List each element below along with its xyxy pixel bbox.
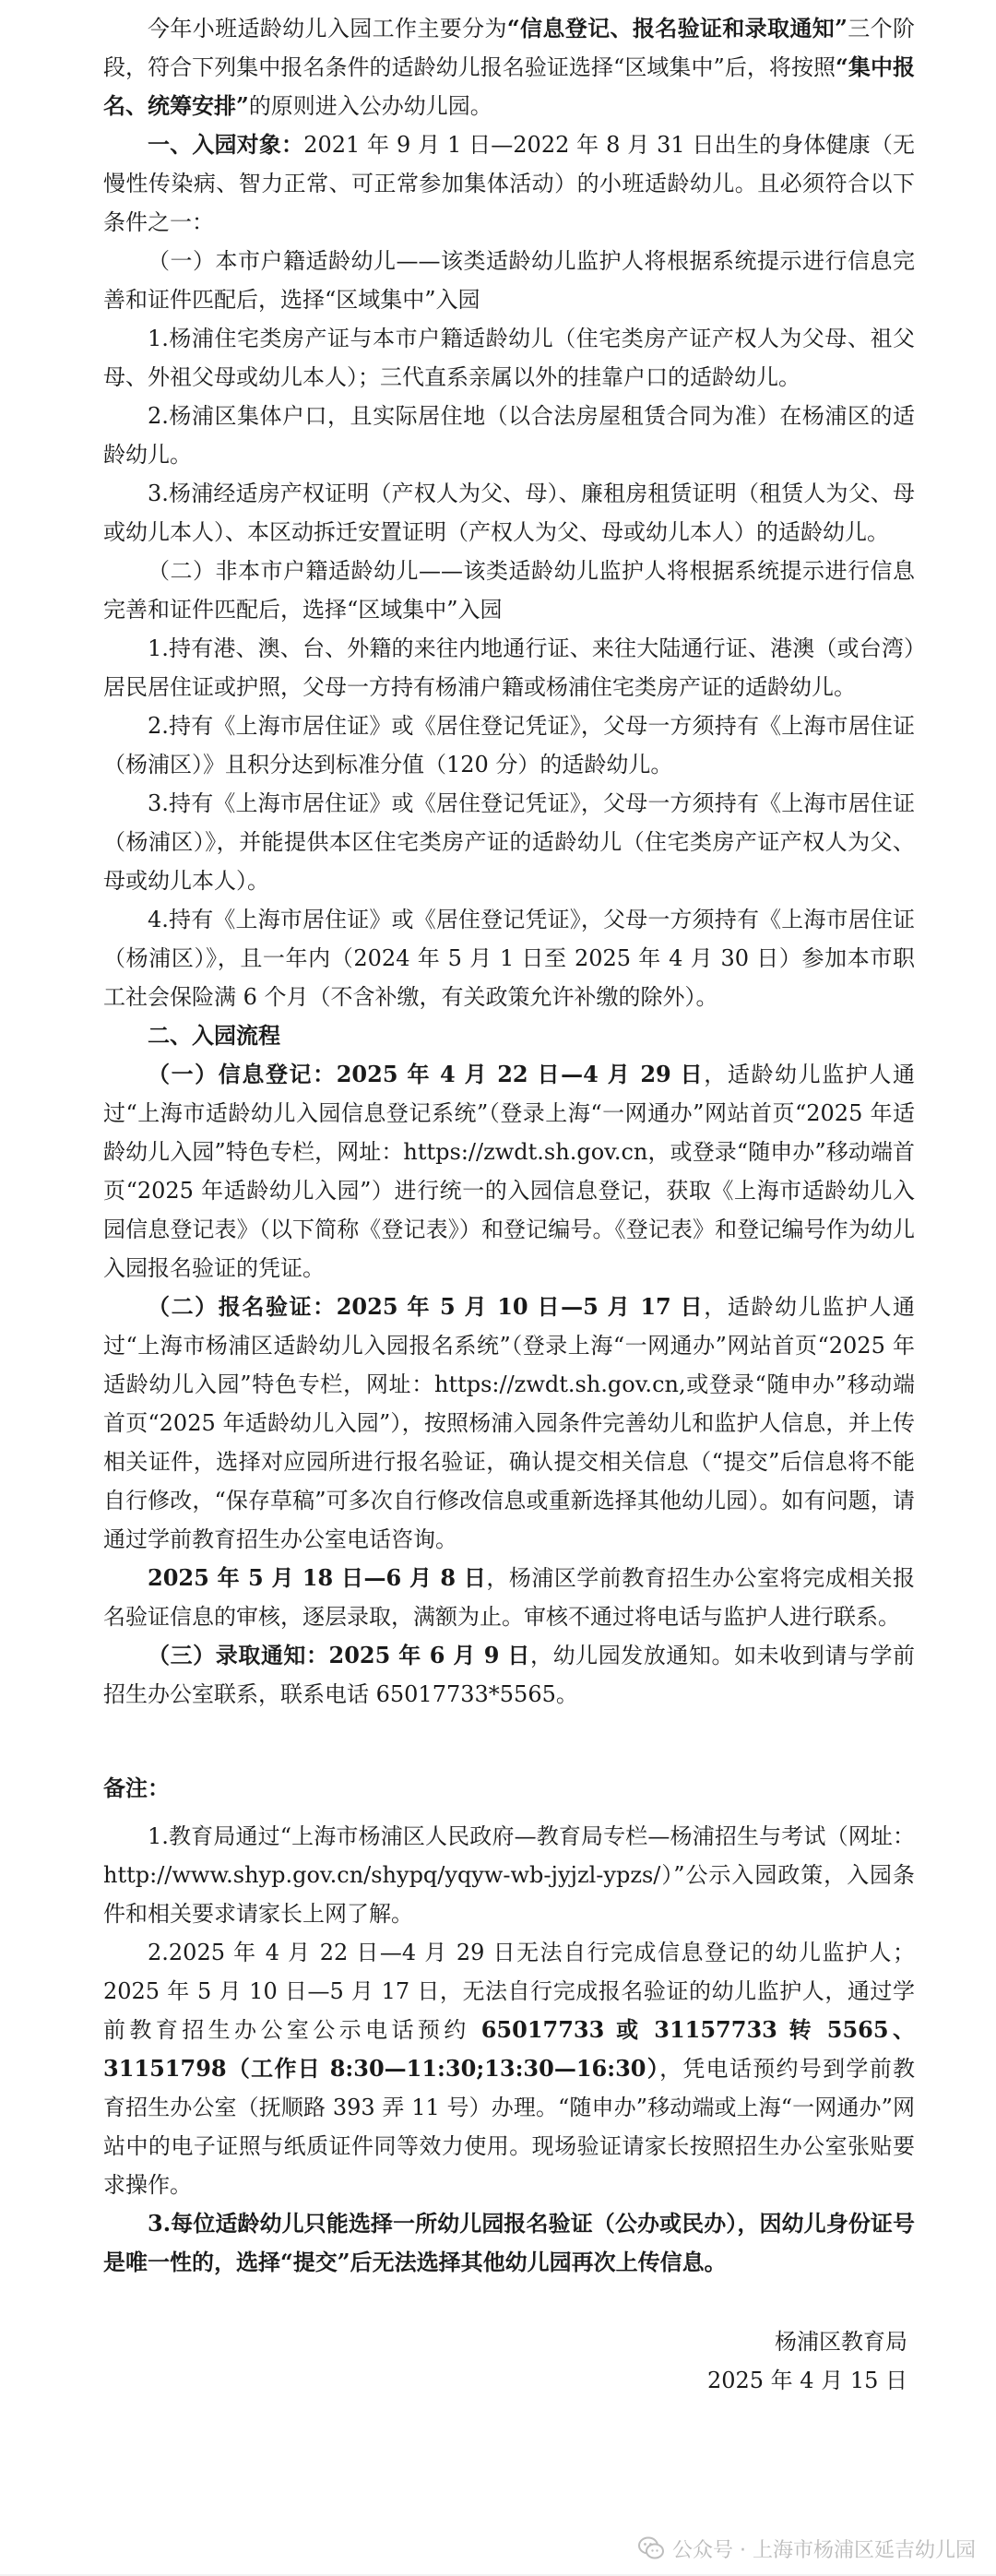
sub2-title: （二）非本市户籍适龄幼儿——该类适龄幼儿监护人将根据系统提示进行信息完善和证件匹配后，选择“区域集中”入园 — [103, 558, 915, 623]
wechat-icon — [637, 2534, 665, 2562]
step1-date: 2025 年 4 月 22 日—4 月 29 日 — [336, 1061, 705, 1087]
sub2-item: 1.持有港、澳、台、外籍的来往内地通行证、来往大陆通行证、港澳（或台湾）居民居住证或护照，父母一方持有杨浦户籍或杨浦住宅类房产证的适龄幼儿。 — [103, 635, 915, 700]
note-item — [103, 1933, 915, 2204]
step1-text: ，适龄幼儿监护人通过“上海市适龄幼儿入园信息登记系统”（登录上海“一网通办”网站首页“2025 年适龄幼儿入园”特色专栏，网址：https://zwdt.sh.gov.cn，或登录“随申办”移动端首页“2025 年适龄幼儿入园”）进行统一的入园信息登记，获取《上海市适龄幼儿入园信息登记表》（以下简称《登记表》）和登记编号。《登记表》和登记编号作为幼儿入园报名验证的凭证。 — [103, 1062, 915, 1281]
section1-paragraph — [103, 125, 915, 242]
sub1-title: （一）本市户籍适龄幼儿——该类适龄幼儿监护人将根据系统提示进行信息完善和证件匹配后，选择“区域集中”入园 — [103, 248, 915, 313]
note-item: 1.教育局通过“上海市杨浦区人民政府—教育局专栏—杨浦招生与考试（网址：http://www.shyp.gov.cn/shypq/yqyw-wb-jyjzl-ypzs/）”公示入园政策，入园条件和相关要求请家长上网了解。 — [103, 1823, 915, 1927]
step2-label: （二）报名验证： — [148, 1293, 337, 1320]
watermark-text: 公众号 · 上海市杨浦区延吉幼儿园 — [672, 2538, 976, 2562]
intro-stages: “信息登记、报名验证和录取通知” — [506, 15, 848, 42]
notes-heading: 备注： — [103, 1775, 170, 1801]
step2-url: https://zwdt.sh.gov.cn, — [434, 1371, 686, 1397]
step1-paragraph — [103, 1055, 915, 1288]
step3-date: 2025 年 6 月 9 日 — [328, 1642, 530, 1668]
section2-heading: 二、入园流程 — [148, 1022, 280, 1049]
intro-text: 今年小班适龄幼儿入园工作主要分为 — [148, 16, 507, 42]
note2-text: ，凭电话预约号到学前教育招生办公室（抚顺路 393 弄 11 号）办理。“随申办”移动端或上海“一网通办”网站中的电子证照与纸质证件同等效力使用。现场验证请家长按照招生办公室张贴要求操作。 — [103, 2056, 916, 2198]
signature-block — [103, 2322, 915, 2400]
signature-date: 2025 年 4 月 15 日 — [706, 2368, 907, 2393]
section1-heading: 一、入园对象： — [148, 131, 304, 158]
note2-phones: 65017733 或 31157733 转 5565、31151798（工作日 8:30—11:30;13:30—16:30） — [103, 2016, 915, 2082]
step2-text: 或登录“随申办”移动端首页“2025 年适龄幼儿入园”），按照杨浦入园条件完善幼儿和监护人信息，并上传相关证件，选择对应园所进行报名验证，确认提交相关信息（“提交”后信息将不能自行修改，“保存草稿”可多次自行修改信息或重新选择其他幼儿园）。如有问题，请通过学前教育招生办公室电话咨询。 — [103, 1371, 915, 1552]
intro-principle: “集中报名、统筹安排” — [103, 53, 915, 119]
section1-text: 2021 年 9 月 1 日—2022 年 8 月 31 日出生的身体健康（无慢性传染病、智力正常、可正常参加集体活动）的小班适龄幼儿。且必须符合以下条件之一： — [103, 132, 916, 235]
watermark — [637, 2532, 976, 2565]
sub2-item: 3.持有《上海市居住证》或《居住登记凭证》，父母一方须持有《上海市居住证（杨浦区）》，并能提供本区住宅类房产证的适龄幼儿（住宅类房产证产权人为父、母或幼儿本人）。 — [103, 790, 915, 894]
intro-paragraph — [103, 9, 915, 125]
step1-label: （一）信息登记： — [148, 1061, 337, 1087]
sub2-item: 2.持有《上海市居住证》或《居住登记凭证》，父母一方须持有《上海市居住证（杨浦区）》且积分达到标准分值（120 分）的适龄幼儿。 — [103, 713, 915, 778]
intro-text: 的原则进入公办幼儿园。 — [248, 93, 492, 119]
review-text: ，杨浦区学前教育招生办公室将完成相关报名验证信息的审核，逐层录取，满额为止。审核不通过将电话与监护人进行联系。 — [103, 1565, 916, 1630]
step3-paragraph — [103, 1636, 915, 1714]
intro-text: 三个阶段，符合下列集中报名条件的适龄幼儿报名验证选择“区域集中”后，将按照 — [103, 16, 916, 80]
step2-date: 2025 年 5 月 10 日—5 月 17 日 — [336, 1293, 705, 1320]
signature-org: 杨浦区教育局 — [775, 2329, 907, 2355]
review-date: 2025 年 5 月 18 日—6 月 8 日 — [148, 1564, 487, 1591]
sub1-item: 2.杨浦区集体户口，且实际居住地（以合法房屋租赁合同为准）在杨浦区的适龄幼儿。 — [103, 403, 915, 468]
review-paragraph — [103, 1559, 915, 1636]
sub1-item: 3.杨浦经适房产权证明（产权人为父、母）、廉租房租赁证明（租赁人为父、母或幼儿本人）、本区动拆迁安置证明（产权人为父、母或幼儿本人）的适龄幼儿。 — [103, 481, 915, 545]
note2-text: 2.2025 年 4 月 22 日—4 月 29 日无法自行完成信息登记的幼儿监护人；2025 年 5 月 10 日—5 月 17 日，无法自行完成报名验证的幼儿监护人，通过学前教育招生办公室公示电话预约 — [103, 1940, 915, 2043]
sub2-item: 4.持有《上海市居住证》或《居住登记凭证》，父母一方须持有《上海市居住证（杨浦区）》，且一年内（2024 年 5 月 1 日至 2025 年 4 月 30 日）参加本市职工社会保险满 6 个月（不含补缴，有关政策允许补缴的除外）。 — [103, 907, 915, 1010]
step3-text: ，幼儿园发放通知。如未收到请与学前招生办公室联系，联系电话 65017733*5565。 — [103, 1643, 916, 1707]
step3-label: （三）录取通知： — [148, 1642, 329, 1668]
step2-paragraph — [103, 1288, 915, 1559]
note-item: 3.每位适龄幼儿只能选择一所幼儿园报名验证（公办或民办），因幼儿身份证号是唯一性的，选择“提交”后无法选择其他幼儿园再次上传信息。 — [103, 2210, 915, 2275]
document-body — [103, 9, 915, 2400]
sub1-item: 1.杨浦住宅类房产证与本市户籍适龄幼儿（住宅类房产证产权人为父母、祖父母、外祖父母或幼儿本人）；三代直系亲属以外的挂靠户口的适龄幼儿。 — [103, 326, 915, 390]
step2-text: ，适龄幼儿监护人通过“上海市杨浦区适龄幼儿入园报名系统”（登录上海“一网通办”网站首页“2025 年适龄幼儿入园”特色专栏，网址： — [103, 1294, 915, 1397]
